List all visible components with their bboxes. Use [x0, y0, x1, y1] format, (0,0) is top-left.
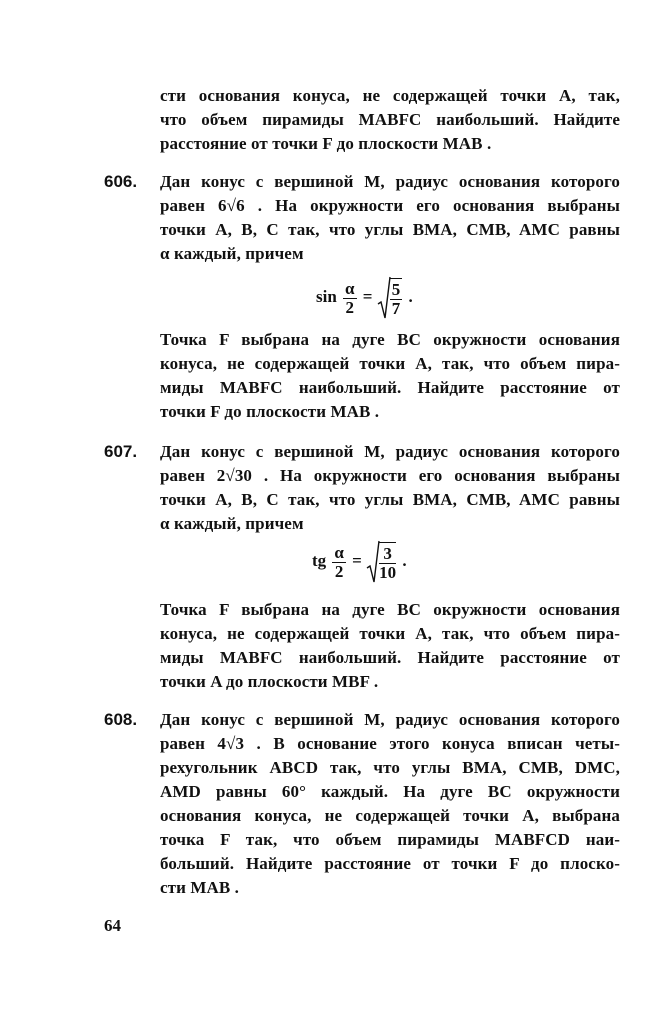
text-line: равен 2√30 . На окружности его основания выбраны [160, 466, 620, 485]
text-line: основания конуса, не содержащей точки A, выбрана [160, 806, 620, 825]
text-line: равен 4√3 . В основание этого конуса вписан четы- [160, 734, 620, 753]
square-root [377, 276, 405, 320]
text-line: Точка F выбрана на дуге BC окружности основания [160, 600, 620, 619]
root-denominator: 10 [379, 563, 397, 582]
text-line: Дан конус с вершиной M, радиус основания которого [160, 710, 620, 729]
radical-sign-icon [366, 540, 380, 584]
text-line: точки A до плоскости MBF . [160, 672, 379, 691]
fraction-numerator: α [334, 542, 344, 562]
text-line: точка F так, что объем пирамиды MABFCD наи- [160, 830, 620, 849]
text-line: сти MAB . [160, 878, 240, 897]
formula-end: . [402, 550, 407, 570]
root-numerator: 3 [379, 545, 396, 564]
formula-func: tg [312, 550, 327, 570]
fraction-numerator: α [345, 278, 355, 298]
fraction-denominator: 2 [334, 561, 344, 581]
text-line: миды MABFC наибольший. Найдите расстояние от [160, 648, 620, 667]
formula-equals: = [352, 550, 362, 570]
root-fraction [390, 278, 403, 318]
text-line: конуса, не содержащей точки A, так, что объем пира- [160, 354, 620, 373]
radical-sign-icon [377, 276, 391, 320]
text-line: Точка F выбрана на дуге BC окружности основания [160, 330, 620, 349]
text-line: что объем пирамиды MABFC наибольший. Найдите [160, 110, 620, 129]
text-line: Дан конус с вершиной M, радиус основания которого [160, 442, 620, 461]
text-line: равен 6√6 . На окружности его основания выбраны [160, 196, 620, 215]
formula-607 [312, 540, 407, 584]
text-line: расстояние от точки F до плоскости MAB . [160, 134, 492, 153]
text-line: конуса, не содержащей точки A, так, что объем пира- [160, 624, 620, 643]
text-line: Дан конус с вершиной M, радиус основания которого [160, 172, 620, 191]
formula-end: . [408, 286, 413, 306]
problem-number-608: 608. [104, 710, 138, 729]
text-line: миды MABFC наибольший. Найдите расстояние от [160, 378, 620, 397]
problem-number-607: 607. [104, 442, 138, 461]
formula-fraction [332, 544, 346, 581]
square-root [366, 540, 398, 584]
text-line: α каждый, причем [160, 514, 304, 533]
formula-equals: = [362, 286, 373, 306]
formula-fraction [343, 280, 357, 317]
text-line: больший. Найдите расстояние от точки F до плоско- [160, 854, 620, 873]
root-fraction [379, 542, 396, 582]
root-numerator: 5 [391, 280, 401, 300]
text-line: α каждый, причем [160, 244, 304, 263]
text-line: рехугольник ABCD так, что углы BMA, CMB, DMC, [160, 758, 620, 777]
text-line: точки F до плоскости MAB . [160, 402, 380, 421]
text-line: точки A, B, C так, что углы BMA, CMB, AMC равны [160, 490, 620, 509]
root-denominator: 7 [391, 299, 401, 318]
text-line: сти основания конуса, не содержащей точки A, так, [160, 86, 620, 105]
fraction-denominator: 2 [345, 297, 355, 317]
page-number: 64 [104, 916, 121, 935]
problem-number-606: 606. [104, 172, 138, 191]
formula-func: sin [316, 286, 337, 306]
text-line: AMD равны 60° каждый. На дуге BC окружности [160, 782, 620, 801]
text-line: точки A, B, C так, что углы BMA, CMB, AMC равны [160, 220, 620, 239]
formula-606 [316, 276, 413, 320]
